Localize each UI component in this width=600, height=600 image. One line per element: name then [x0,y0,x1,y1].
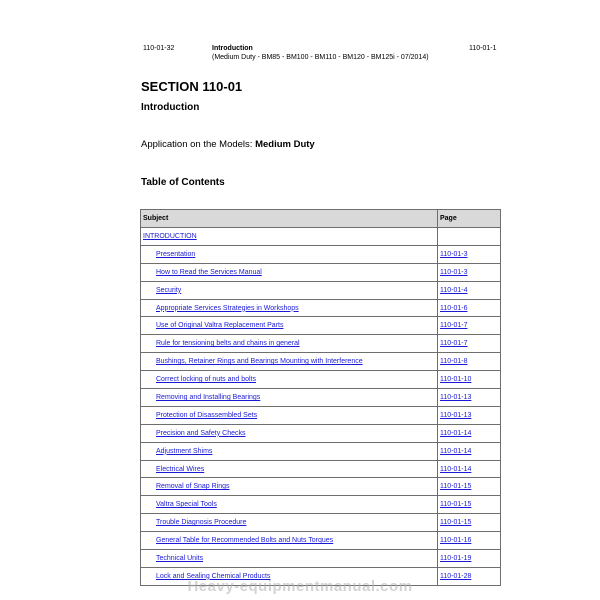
toc-subject-link[interactable]: Valtra Special Tools [156,501,217,509]
toc-subject-link[interactable]: Removal of Snap Rings [156,483,230,491]
toc-subject-cell [141,245,438,263]
toc-page-link[interactable]: 110-01-16 [440,537,472,545]
toc-subject-cell [141,281,438,299]
toc-page-link[interactable]: 110-01-10 [440,376,472,384]
toc-subject-link[interactable]: Security [156,286,182,294]
toc-subject-cell [141,496,438,514]
toc-page-link[interactable]: 110-01-15 [440,483,472,491]
toc-page-link[interactable]: 110-01-8 [440,358,468,366]
toc-page-link[interactable]: 110-01-4 [440,286,468,294]
toc-subject-cell [141,317,438,335]
toc-subject-link[interactable]: Lock and Sealing Chemical Products [156,572,271,580]
section-subtitle: Introduction [141,102,200,113]
toc-table [140,209,501,586]
toc-subject-link[interactable]: Technical Units [156,554,204,562]
toc-subject-link[interactable]: Rule for tensioning belts and chains in general [156,340,300,348]
toc-subject-cell [141,424,438,442]
toc-subject-cell [141,389,438,407]
toc-subject-cell [141,532,438,550]
toc-subject-link[interactable]: General Table for Recommended Bolts and Nuts Torques [156,537,334,545]
toc-page-cell [438,299,501,317]
toc-page-link[interactable]: 110-01-19 [440,554,472,562]
toc-page-cell [438,245,501,263]
toc-page-cell [438,371,501,389]
toc-row [141,406,501,424]
toc-row [141,245,501,263]
page-header-title: Introduction [212,45,253,52]
toc-row [141,460,501,478]
toc-subject-cell [141,263,438,281]
toc-subject-cell [141,514,438,532]
toc-subject-cell [141,299,438,317]
toc-page-link[interactable]: 110-01-13 [440,393,472,401]
toc-col-subject: Subject [141,210,438,228]
toc-row [141,335,501,353]
toc-top-page-cell [438,228,501,246]
toc-header-row [141,210,501,228]
page-header-doc-code: 110-01-32 [143,45,175,52]
toc-page-link[interactable]: 110-01-15 [440,519,472,527]
toc-page-link[interactable]: 110-01-3 [440,250,468,258]
toc-page-cell [438,424,501,442]
toc-page-cell [438,353,501,371]
toc-row [141,532,501,550]
toc-row [141,371,501,389]
toc-page-link[interactable]: 110-01-7 [440,322,468,330]
toc-page-cell [438,263,501,281]
toc-row [141,389,501,407]
toc-row [141,299,501,317]
toc-page-cell [438,406,501,424]
toc-row [141,317,501,335]
toc-subject-cell [141,478,438,496]
toc-subject-link[interactable]: Bushings, Retainer Rings and Bearings Mounting with Interference [156,358,363,366]
toc-row [141,424,501,442]
toc-page-link[interactable]: 110-01-14 [440,429,472,437]
toc-subject-link[interactable]: Use of Original Valtra Replacement Parts [156,322,284,330]
page-header-title-block [212,44,429,62]
toc-page-link[interactable]: 110-01-14 [440,465,472,473]
toc-row [141,281,501,299]
toc-page-cell [438,496,501,514]
toc-page-cell [438,532,501,550]
toc-link-introduction[interactable]: INTRODUCTION [143,232,197,240]
toc-title: Table of Contents [141,177,225,188]
toc-page-link[interactable]: 110-01-6 [440,304,468,312]
watermark: Heavy-equipmentmanual.com [187,578,413,595]
application-models: Medium Duty [255,139,315,150]
toc-subject-cell [141,550,438,568]
toc-subject-link[interactable]: Presentation [156,250,196,258]
toc-page-cell [438,281,501,299]
toc-top-cell [141,228,438,246]
toc-page-cell [438,317,501,335]
toc-page-cell [438,550,501,568]
toc-subject-link[interactable]: Adjustment Shims [156,447,213,455]
application-line [141,139,315,150]
toc-page-link[interactable]: 110-01-3 [440,268,468,276]
toc-row [141,353,501,371]
toc-top-row [141,228,501,246]
toc-page-cell [438,335,501,353]
toc-page-cell [438,460,501,478]
page-header-subtitle: (Medium Duty - BM85 - BM100 - BM110 - BM120 - BM125i - 07/2014) [212,54,429,61]
toc-row [141,496,501,514]
toc-subject-link[interactable]: Protection of Disassembled Sets [156,411,258,419]
section-title: SECTION 110-01 [141,79,243,94]
toc-subject-link[interactable]: How to Read the Services Manual [156,268,262,276]
toc-subject-cell [141,442,438,460]
toc-subject-link[interactable]: Appropriate Services Strategies in Workshops [156,304,299,312]
toc-page-cell [438,478,501,496]
toc-row [141,550,501,568]
toc-row [141,478,501,496]
toc-col-page: Page [438,210,501,228]
toc-page-link[interactable]: 110-01-28 [440,572,472,580]
toc-page-link[interactable]: 110-01-15 [440,501,472,509]
toc-subject-cell [141,353,438,371]
toc-subject-link[interactable]: Removing and Installing Bearings [156,393,261,401]
toc-subject-cell [141,460,438,478]
toc-page-link[interactable]: 110-01-14 [440,447,472,455]
toc-subject-cell [141,371,438,389]
page-header-page-number: 110-01-1 [469,45,497,52]
toc-page-link[interactable]: 110-01-13 [440,411,472,419]
toc-page-cell [438,442,501,460]
toc-subject-link[interactable]: Precision and Safety Checks [156,429,246,437]
toc-subject-link[interactable]: Electrical Wires [156,465,205,473]
toc-row [141,514,501,532]
application-prefix: Application on the Models: [141,139,256,150]
toc-subject-cell [141,406,438,424]
toc-subject-cell [141,335,438,353]
toc-subject-link[interactable]: Correct locking of nuts and bolts [156,376,256,384]
toc-page-cell [438,389,501,407]
toc-subject-link[interactable]: Trouble Diagnosis Procedure [156,519,247,527]
toc-row [141,442,501,460]
toc-page-link[interactable]: 110-01-7 [440,340,468,348]
toc-row [141,263,501,281]
toc-page-cell [438,514,501,532]
